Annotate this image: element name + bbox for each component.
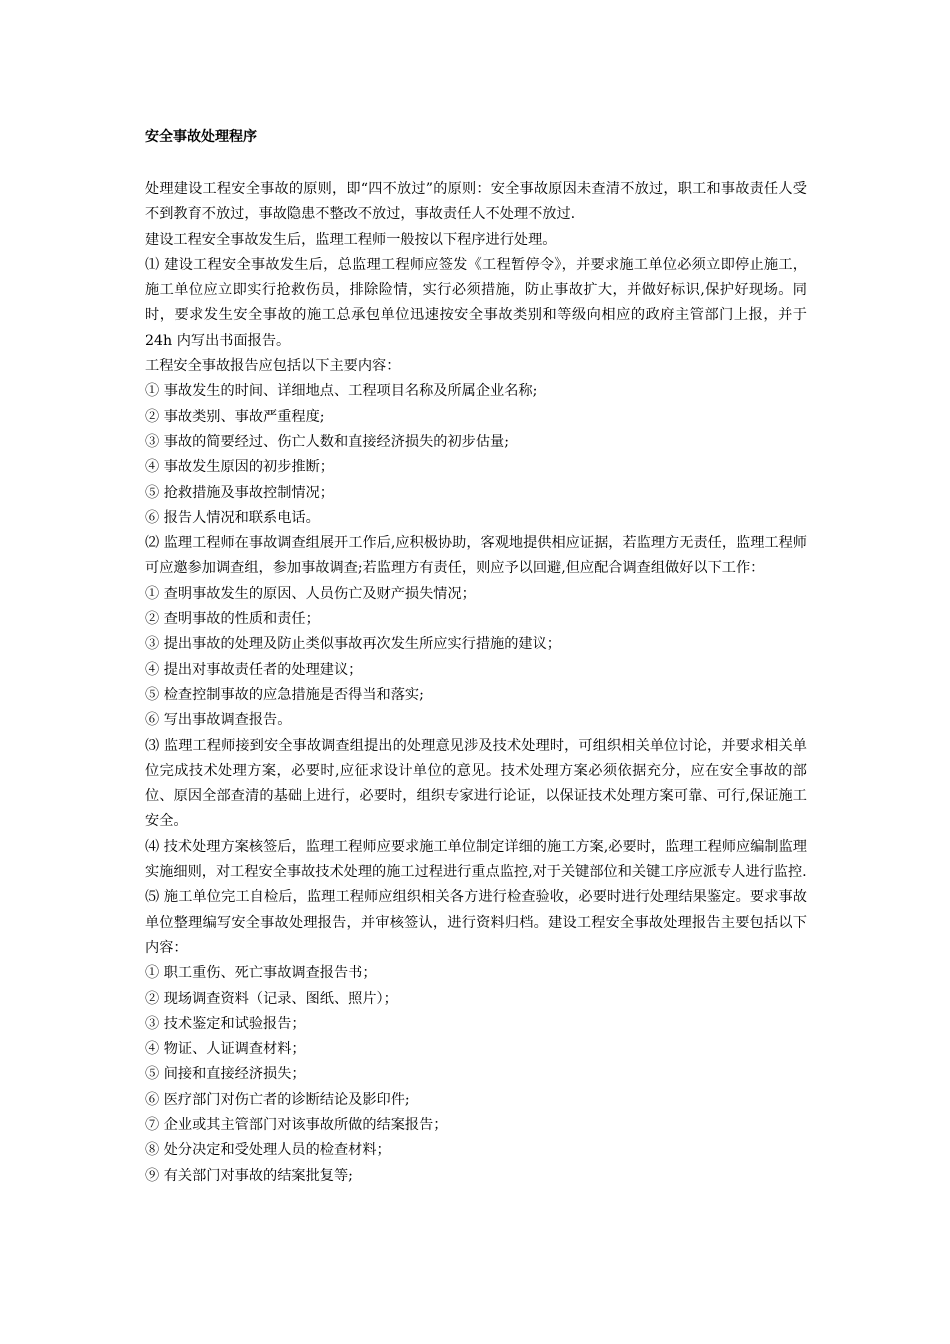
list-item: ⑥ 报告人情况和联系电话。 <box>145 509 320 526</box>
list-item: ② 查明事故的性质和责任； <box>145 611 320 628</box>
report-contents-list <box>145 379 807 531</box>
list-item: ① 事故发生的时间、详细地点、工程项目名称及所属企业名称; <box>145 383 538 400</box>
investigation-tasks-list <box>145 582 807 734</box>
report-heading: 工程安全事故报告应包括以下主要内容： <box>145 358 401 375</box>
list-item: ⑤ 间接和直接经济损失； <box>145 1066 306 1083</box>
list-item: ⑦ 企业或其主管部门对该事故所做的结案报告； <box>145 1116 448 1133</box>
step-4-paragraph: ⑷ 技术处理方案核签后，监理工程师应要求施工单位制定详细的施工方案,必要时，监理工程师应编制监理实施细则，对工程安全事故技术处理的施工过程进行重点监控,对于关键部位和关键工序应派专人进行监控. <box>145 838 807 881</box>
list-item: ⑤ 检查控制事故的应急措施是否得当和落实; <box>145 686 424 703</box>
list-item: ⑧ 处分决定和受处理人员的检查材料； <box>145 1142 391 1159</box>
document-title: 安全事故处理程序 <box>145 129 257 145</box>
list-item: ③ 提出事故的处理及防止类似事故再次发生所应实行措施的建议； <box>145 636 561 653</box>
list-item: ① 职工重伤、死亡事故调查报告书； <box>145 965 377 982</box>
list-item: ⑨ 有关部门对事故的结案批复等; <box>145 1167 353 1184</box>
final-report-contents-list <box>145 961 807 1189</box>
list-item: ③ 事故的简要经过、伤亡人数和直接经济损失的初步估量; <box>145 433 509 450</box>
list-item: ④ 提出对事故责任者的处理建议； <box>145 661 363 678</box>
list-item: ② 事故类别、事故严重程度; <box>145 408 325 425</box>
step-5-paragraph: ⑸ 施工单位完工自检后，监理工程师应组织相关各方进行检查验收，必要时进行处理结果鉴定。要求事故单位整理编写安全事故处理报告，并审核签认，进行资料归档。建设工程安全事故处理报告主要包括以下内容： <box>145 889 807 956</box>
list-item: ③ 技术鉴定和试验报告； <box>145 1015 306 1032</box>
list-item: ⑤ 抢救措施及事故控制情况； <box>145 484 334 501</box>
list-item: ⑥ 写出事故调查报告。 <box>145 712 292 729</box>
list-item: ④ 物证、人证调查材料； <box>145 1041 306 1058</box>
principle-paragraph: 处理建设工程安全事故的原则，即“四不放过”的原则：安全事故原因未查清不放过，职工和事故责任人受不到教育不放过，事故隐患不整改不放过，事故责任人不处理不放过. <box>145 181 807 223</box>
procedure-intro-paragraph: 建设工程安全事故发生后，监理工程师一般按以下程序进行处理。 <box>145 231 557 248</box>
step-3-paragraph: ⑶ 监理工程师接到安全事故调查组提出的处理意见涉及技术处理时，可组织相关单位讨论，并要求相关单位完成技术处理方案，必要时,应征求设计单位的意见。技术处理方案必须依据充分，应在安全事故的部位、原因全部查清的基础上进行，必要时，组织专家进行论证，以保证技术处理方案可靠、可行,保证施工安全。 <box>145 737 807 830</box>
step-2-paragraph: ⑵ 监理工程师在事故调查组展开工作后,应积极协助，客观地提供相应证据，若监理方无责任，监理工程师可应邀参加调查组，参加事故调查;若监理方有责任，则应予以回避,但应配合调查组做好以下工作： <box>145 535 807 577</box>
document-body <box>145 127 807 1189</box>
list-item: ⑥ 医疗部门对伤亡者的诊断结论及影印件; <box>145 1091 410 1108</box>
list-item: ② 现场调查资料（记录、图纸、照片）； <box>145 990 398 1007</box>
list-item: ① 查明事故发生的原因、人员伤亡及财产损失情况； <box>145 585 476 602</box>
list-item: ④ 事故发生原因的初步推断； <box>145 459 334 476</box>
step-1-paragraph: ⑴ 建设工程安全事故发生后，总监理工程师应签发《工程暂停令》，并要求施工单位必须立即停止施工，施工单位应立即实行抢救伤员，排除险情，实行必须措施，防止事故扩大，并做好标识,保护好现场。同时，要求发生安全事故的施工总承包单位迅速按安全事故类别和等级向相应的政府主管部门上报，并于 24h 内写出书面报告。 <box>145 256 807 349</box>
